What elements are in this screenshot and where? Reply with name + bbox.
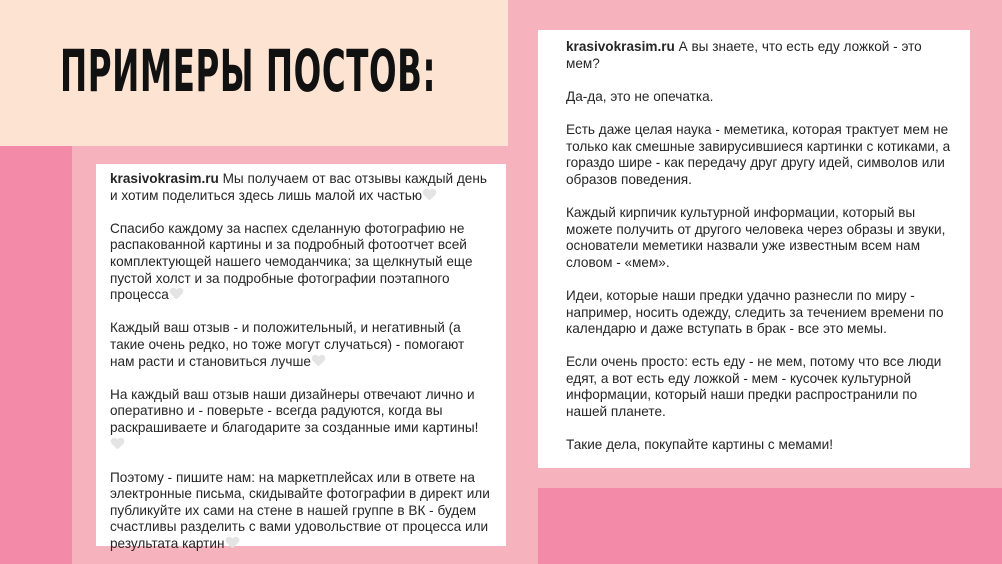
slide-title: ПРИМЕРЫ ПОСТОВ:	[60, 37, 436, 105]
post-paragraph: Если очень просто: есть еду - не мем, потому что все люди едят, а вот есть еду ложкой - мем - кусочек культурной информации, который наши предки распространили по нашей планете.	[566, 354, 942, 420]
pink-background-block-right	[538, 488, 1002, 564]
post-paragraph: Идеи, которые наши предки удачно разнесли по миру - например, носить одежду, следить за течением времени по календарю и даже вступать в брак - все это мемы.	[566, 287, 944, 337]
white-heart-icon	[170, 288, 183, 300]
post-username[interactable]: krasivokrasim.ru	[566, 39, 675, 54]
post-paragraph-text: Каждый ваш отзыв - и положительный, и негативный (а такие очень редко, но тоже могут случаться) - помогают нам расти и становиться лучше	[110, 320, 465, 369]
white-heart-icon	[111, 438, 124, 450]
post-intro-text: Мы получаем от вас отзывы каждый день и хотим поделиться здесь лишь малой их частью	[110, 171, 487, 203]
post-paragraph: Каждый кирпичик культурной информации, который вы можете получить от другого человека через образы и звуки, основатели меметики назвали уже известным всем нам словом - «мем».	[566, 204, 946, 270]
white-heart-icon	[312, 355, 325, 367]
white-heart-icon	[423, 189, 436, 201]
post-paragraph	[110, 387, 492, 453]
post-paragraph-text: Спасибо каждому за наспех сделанную фотографию не распакованной картины и за подробный фотоотчет всей комплектующей нашего чемоданчика; за щелкнутый еще пустой холст и за подробные фотографии поэтапного процесса	[110, 220, 473, 303]
post-paragraph	[110, 320, 492, 370]
post-intro	[110, 171, 492, 204]
post-paragraph	[110, 470, 492, 553]
post-paragraph-text: На каждый ваш отзыв наши дизайнеры отвечают лично и оперативно и - поверьте - всегда радуются, когда вы раскрашиваете и благодарите за созданные ими картины!	[110, 386, 479, 435]
post-username[interactable]: krasivokrasim.ru	[110, 171, 219, 186]
post-paragraph-text: Поэтому - пишите нам: на маркетплейсах или в ответе на электронные письма, скидывайте фотографии в директ или публикуйте их сами на стене в нашей группе в ВК - будем счастливы разделить с вами удовольствие от процесса или результата картин	[110, 469, 490, 552]
post-card-memes	[538, 30, 970, 468]
post-intro	[566, 39, 954, 72]
post-paragraph: Есть даже целая наука - меметика, которая трактует мем не только как смешные завирусившиеся картинки с котиками, а гораздо шире - как передачу друг другу идей, символов или образов поведения.	[566, 121, 951, 187]
post-paragraph: Такие дела, покупайте картины с мемами!	[566, 437, 834, 453]
post-intro-text: А вы знаете, что есть еду ложкой - это мем?	[566, 39, 922, 71]
white-heart-icon	[226, 537, 239, 549]
pink-background-block-left	[0, 146, 72, 564]
post-paragraph	[110, 221, 492, 304]
post-card-reviews	[96, 164, 506, 552]
post-paragraph: Да-да, это не опечатка.	[566, 88, 714, 104]
